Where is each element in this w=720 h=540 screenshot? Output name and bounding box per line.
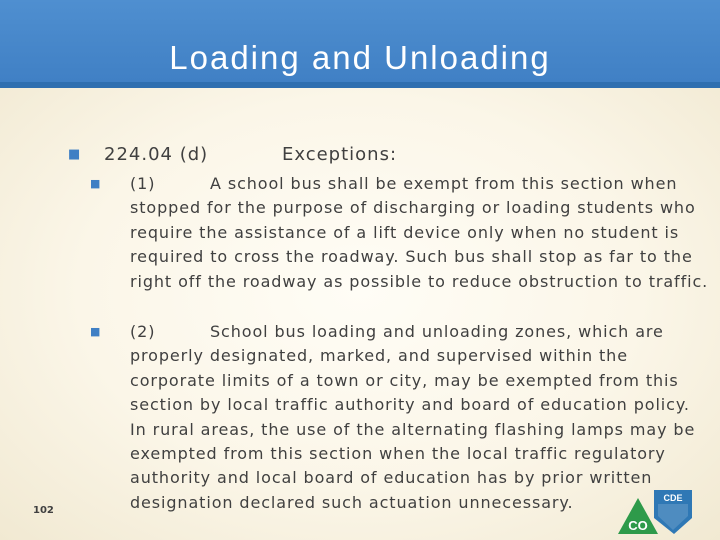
- statute-code: 224.04 (d): [104, 144, 209, 165]
- cde-logo-icon: [614, 484, 694, 536]
- slide-title: Loading and Unloading: [169, 39, 551, 76]
- exception-item-1: [90, 172, 710, 294]
- square-bullet-icon: ■: [90, 177, 102, 190]
- logo-bottom-text: CO: [628, 518, 648, 533]
- exceptions-label: Exceptions:: [282, 144, 398, 165]
- page-number: 102: [33, 505, 54, 516]
- item-number: (2): [130, 322, 156, 341]
- item-text: School bus loading and unloading zones, which are properly designated, marked, and supervised within the corporate limits of a town or city, may be exempted from this section by local traffic authority and board of education policy. In rural areas, the use of the alternating flashing lamps may be exempted from this section when the local traffic regulatory authority and local board of education has by prior written designation declared such actuation unnecessary.: [130, 322, 696, 512]
- logo-top-text: CDE: [663, 493, 683, 503]
- square-bullet-icon: ■: [90, 325, 102, 338]
- item-number: (1): [130, 174, 156, 193]
- title-bar: [0, 0, 720, 88]
- square-bullet-icon: ■: [68, 147, 82, 162]
- item-text: A school bus shall be exempt from this section when stopped for the purpose of discharging or loading students who require the assistance of a lift device only when no student is required to cross the roadway. Such bus shall stop as far to the right off the roadway as possible to reduce obstruction to traffic.: [130, 174, 709, 291]
